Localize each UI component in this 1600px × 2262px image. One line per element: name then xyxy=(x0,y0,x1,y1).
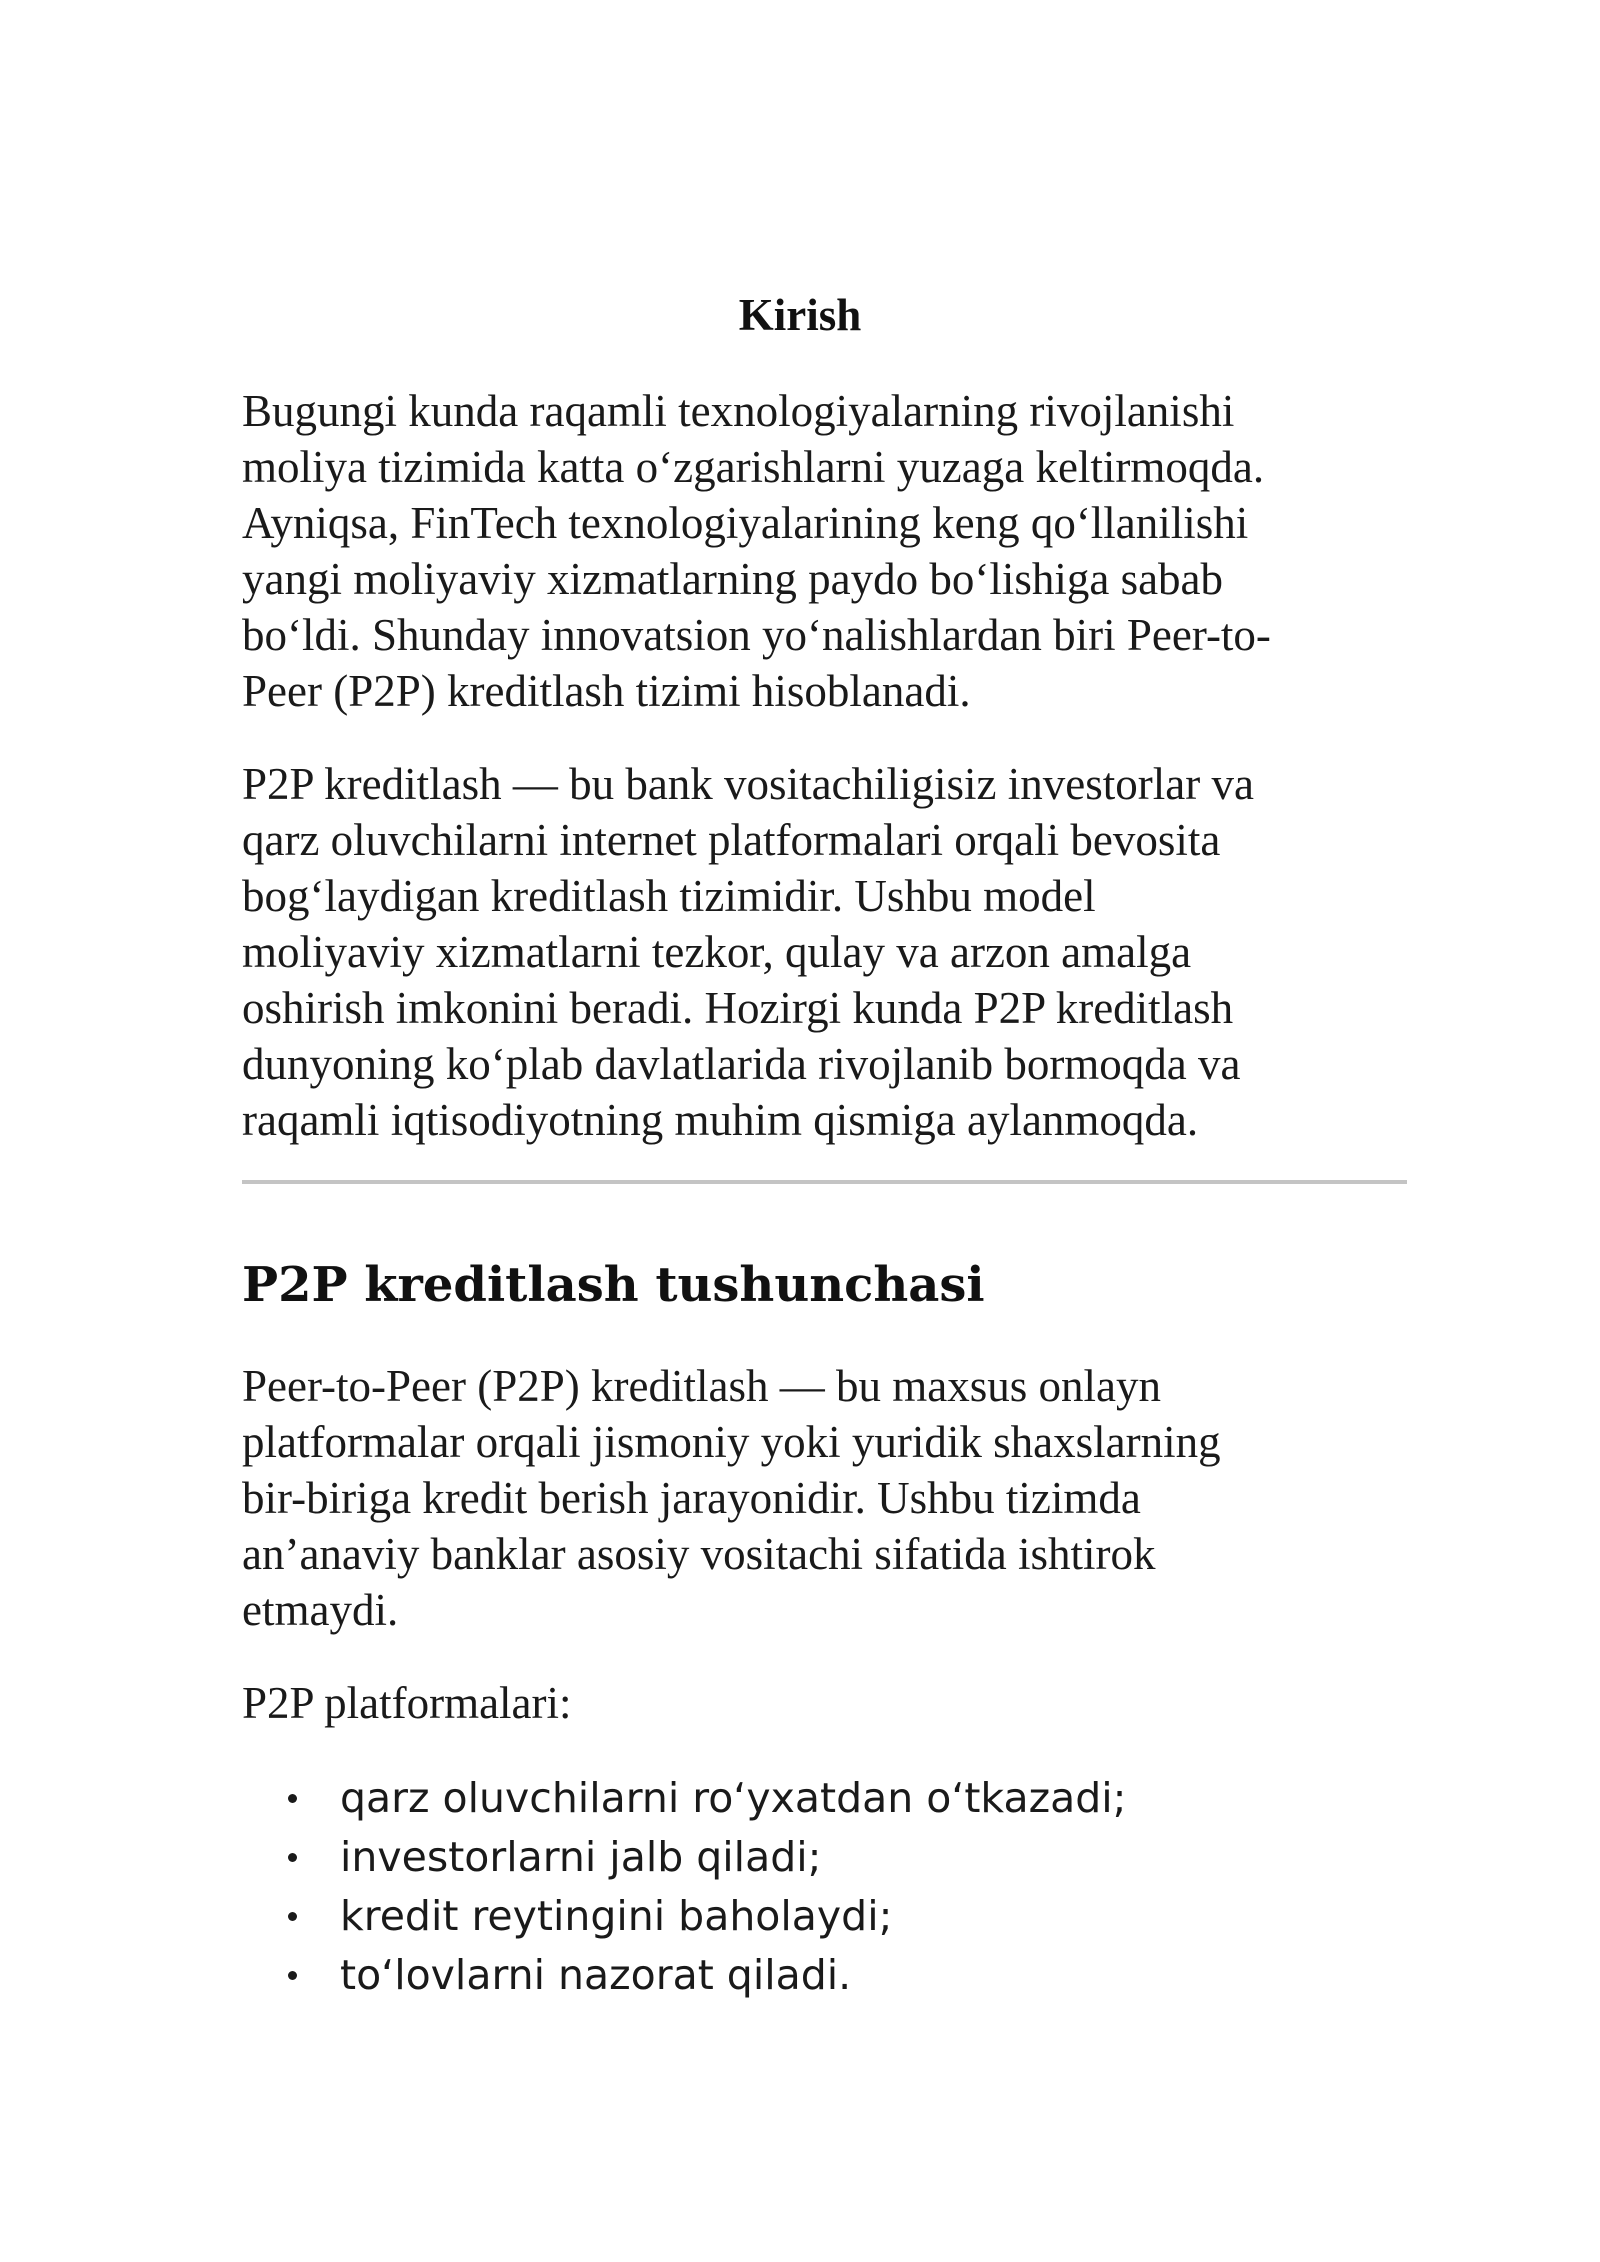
text-line: moliyaviy xizmatlarni tezkor, qulay va arzon amalga xyxy=(242,927,1192,977)
intro-paragraph-2 xyxy=(242,756,1412,1148)
bullet-icon xyxy=(288,1912,297,1921)
text-line: raqamli iqtisodiyotning muhim qismiga aylanmoqda. xyxy=(242,1095,1199,1145)
text-line: Peer-to-Peer (P2P) kreditlash — bu maxsus onlayn xyxy=(242,1361,1161,1411)
section-title-kirish: Kirish xyxy=(738,290,862,340)
text-line: platformalar orqali jismoniy yoki yuridik shaxslarning xyxy=(242,1417,1221,1467)
text-line: an’anaviy banklar asosiy vositachi sifatida ishtirok xyxy=(242,1529,1156,1579)
concept-paragraph xyxy=(242,1358,1412,1638)
list-item-text: kredit reytingini baholaydi; xyxy=(340,1892,893,1940)
list-item-text: to‘lovlarni nazorat qiladi. xyxy=(340,1951,852,1999)
text-line: oshirish imkonini beradi. Hozirgi kunda P2P kreditlash xyxy=(242,983,1234,1033)
list-item xyxy=(242,1887,1126,1946)
bullet-icon xyxy=(288,1853,297,1862)
text-line: bir-biriga kredit berish jarayonidir. Ushbu tizimda xyxy=(242,1473,1141,1523)
text-line: bog‘laydigan kreditlash tizimidir. Ushbu model xyxy=(242,871,1096,921)
list-item-text: qarz oluvchilarni ro‘yxatdan o‘tkazadi; xyxy=(340,1774,1127,1822)
section-heading-p2p-concept: P2P kreditlash tushunchasi xyxy=(242,1257,985,1313)
text-line: P2P kreditlash — bu bank vositachiligisiz investorlar va xyxy=(242,759,1254,809)
list-item xyxy=(242,1828,1126,1887)
text-line: Bugungi kunda raqamli texnologiyalarning rivojlanishi xyxy=(242,386,1235,436)
horizontal-divider xyxy=(242,1180,1407,1184)
text-line: qarz oluvchilarni internet platformalari orqali bevosita xyxy=(242,815,1221,865)
intro-paragraph-1 xyxy=(242,383,1412,719)
text-line: moliya tizimida katta o‘zgarishlarni yuzaga keltirmoqda. xyxy=(242,442,1265,492)
text-line: dunyoning ko‘plab davlatlarida rivojlanib bormoqda va xyxy=(242,1039,1241,1089)
list-item xyxy=(242,1769,1126,1828)
text-line: etmaydi. xyxy=(242,1585,399,1635)
text-line: bo‘ldi. Shunday innovatsion yo‘nalishlardan biri Peer-to- xyxy=(242,610,1271,660)
list-item xyxy=(242,1946,1126,2005)
list-item-text: investorlarni jalb qiladi; xyxy=(340,1833,822,1881)
list-intro: P2P platformalari: xyxy=(242,1678,572,1728)
bullet-icon xyxy=(288,1794,297,1803)
platform-functions-list xyxy=(242,1769,1126,2005)
text-line: yangi moliyaviy xizmatlarning paydo bo‘lishiga sabab xyxy=(242,554,1224,604)
text-line: Peer (P2P) kreditlash tizimi hisoblanadi. xyxy=(242,666,971,716)
bullet-icon xyxy=(288,1971,297,1980)
text-line: Ayniqsa, FinTech texnologiyalarining keng qo‘llanilishi xyxy=(242,498,1249,548)
